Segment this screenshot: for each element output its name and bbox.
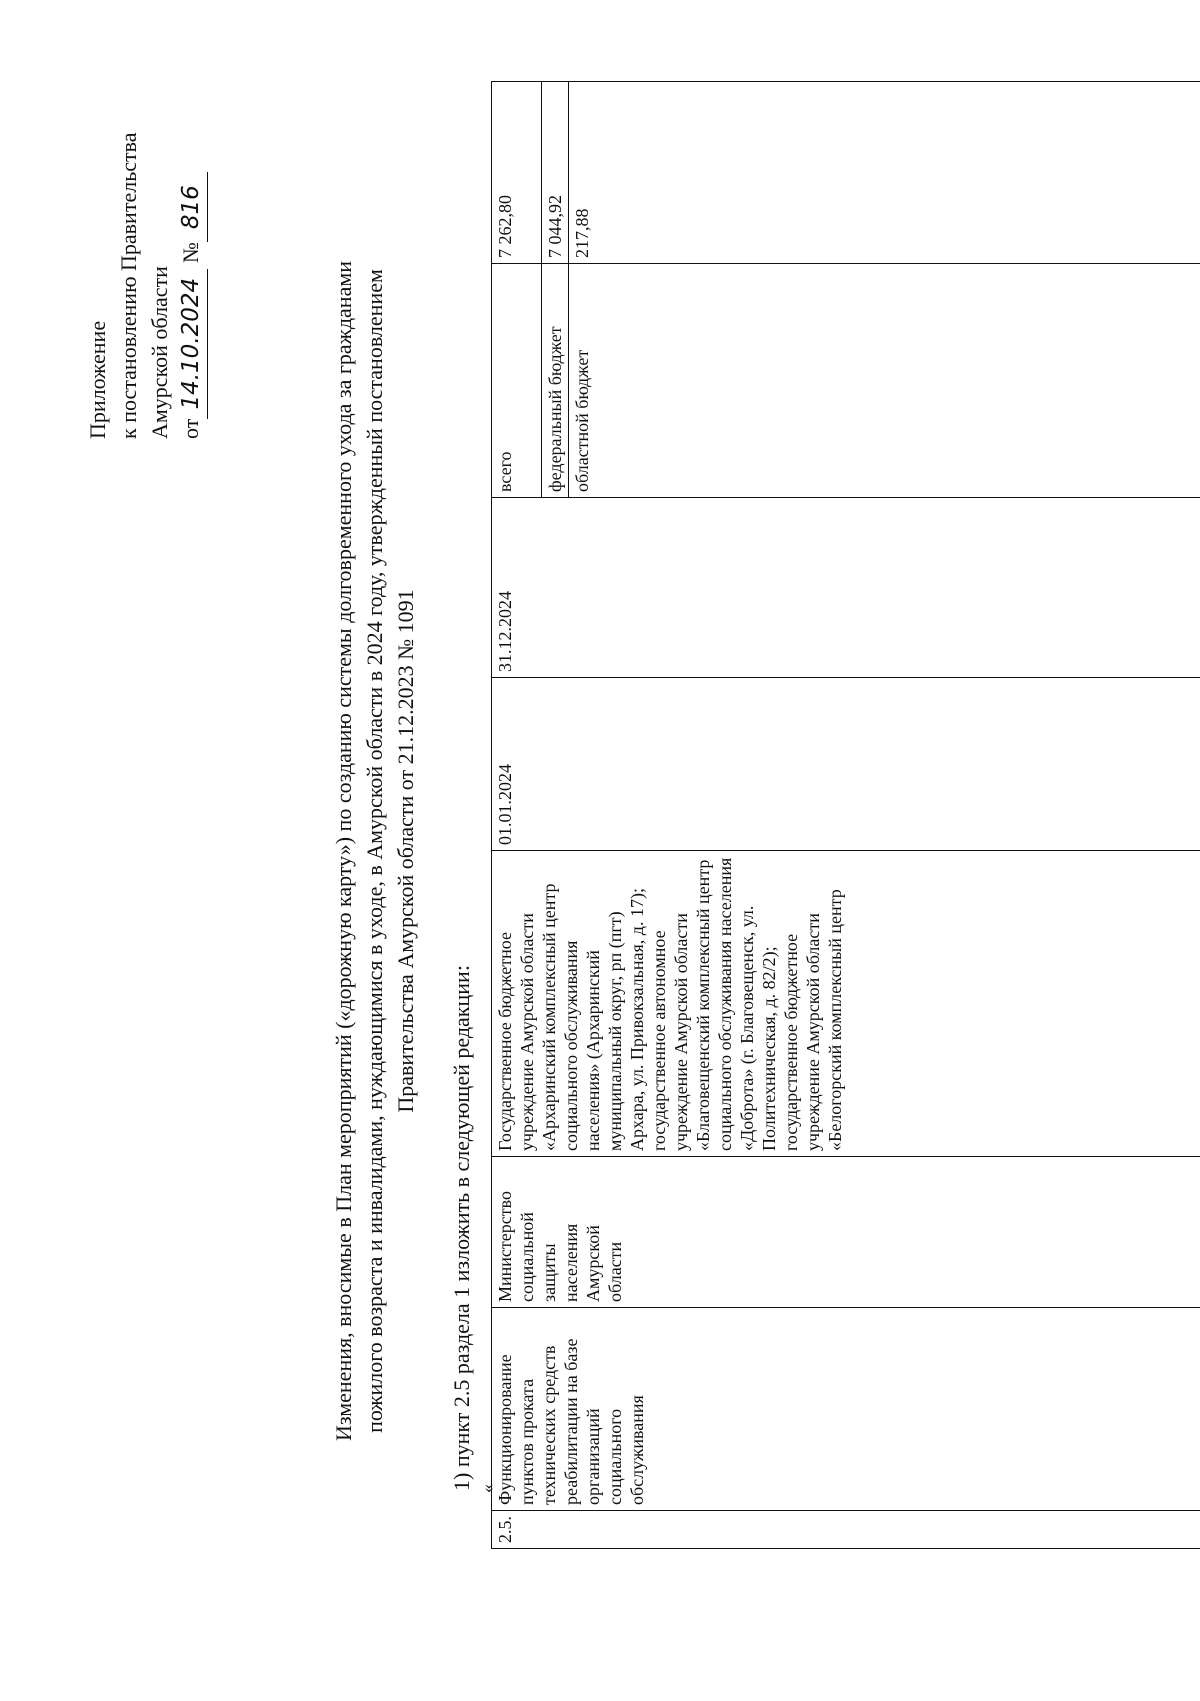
document-heading: Изменения, вносимые в План мероприятий («дорожную карту») по созданию системы долговременного ухода за гражданами пожилого возраста и инвалидами, нуждающимися в уходе, в Амурской области в 2024 году, утвержденный постановлением Правительства Амурской области от 21.12.2023 № 1091 [331, 260, 418, 1442]
appendix-date-line [175, 39, 208, 439]
opening-quote: « [477, 1484, 497, 1493]
cell-executors: Государственное бюджетное учреждение Амурской области «Архаринский комплексный центр социального обслуживания населения» (Архаринский муниципальный округ, рп (пгт) Архара, ул. Привокзальная, д. 17); государственное автономное учреждение Амурской области «Благовещенский комплексный центр социального обслуживания населения «Доброта» (г. Благовещенск, ул. Политехническая, д. 82/2); государственное бюджетное учреждение Амурской области «Белогорский комплексный центр [492, 851, 1200, 1157]
appendix-resolution: к постановлению Правительства [116, 132, 141, 439]
plan-table [491, 81, 1200, 1549]
cell-funding-amount: 217,88 [569, 82, 1200, 264]
appendix-block [82, 39, 208, 439]
cell-end-date: 31.12.2024 [492, 498, 1200, 678]
cell-number: 2.5. [492, 1511, 1200, 1549]
cell-start-date: 01.01.2024 [492, 678, 1200, 851]
cell-activity: Функционирование пунктов проката технических средств реабилитации на базе организаций социального обслуживания [492, 1308, 1200, 1511]
handwritten-number: 816 [176, 172, 208, 242]
cell-funding-amount: 7 262,80 [492, 82, 542, 264]
cell-funding-source: областной бюджет [569, 264, 1200, 498]
cell-responsible: Министерство социальной защиты населения Амурской области [492, 1157, 1200, 1308]
cell-funding-source: всего [492, 264, 542, 498]
number-sign: № [178, 242, 203, 264]
handwritten-date: 14.10.2024 [176, 269, 208, 419]
cell-funding-source: федеральный бюджет [542, 264, 569, 498]
appendix-title: Приложение [85, 320, 110, 439]
intro-paragraph: 1) пункт 2.5 раздела 1 изложить в следующей редакции: [449, 965, 474, 1491]
appendix-region: Амурской области [147, 266, 172, 439]
date-prefix: от [178, 418, 203, 439]
table-row [492, 82, 542, 1549]
cell-funding-amount: 7 044,92 [542, 82, 569, 264]
